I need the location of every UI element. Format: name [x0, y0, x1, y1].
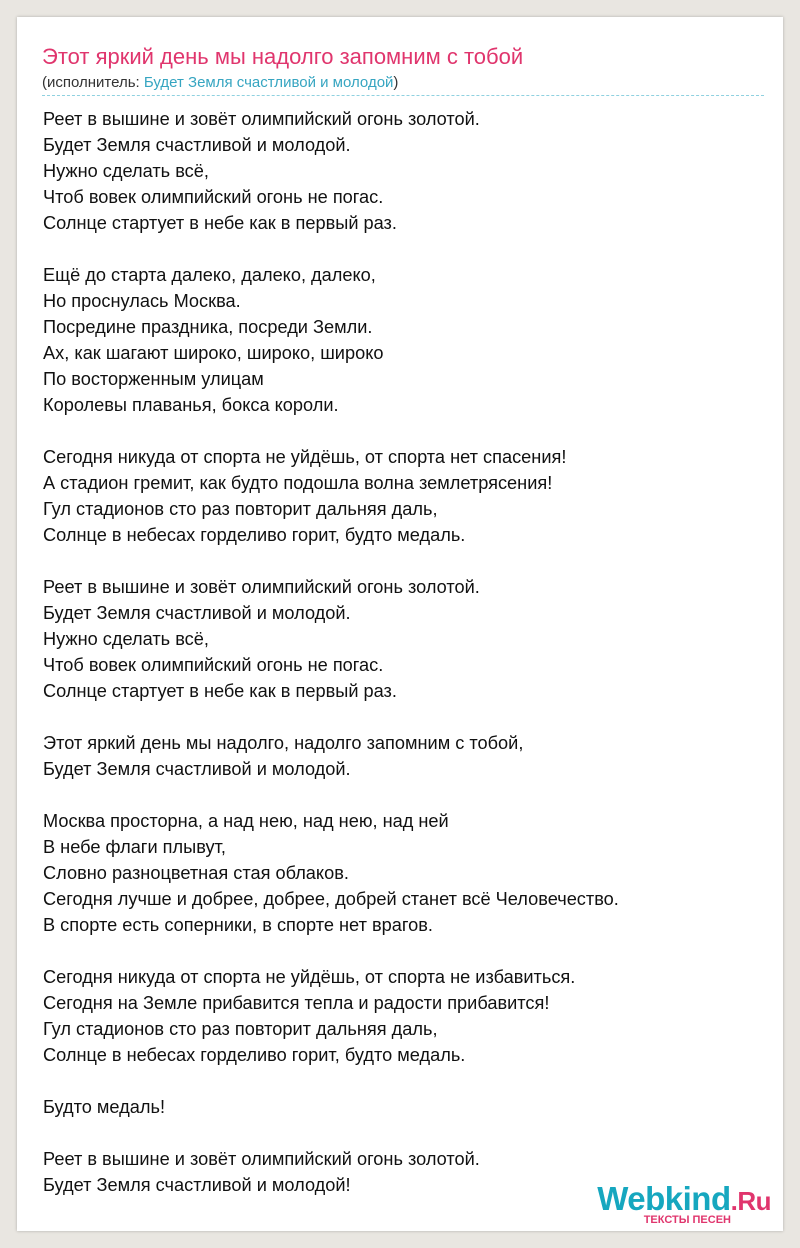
lyric-line: Сегодня никуда от спорта не уйдёшь, от спорта нет спасения! [43, 447, 567, 467]
stanza-gap [43, 1120, 619, 1146]
stanza-gap [43, 548, 619, 574]
stanza-gap [43, 938, 619, 964]
lyric-line: Нужно сделать всё, [43, 161, 209, 181]
lyric-line: Солнце в небесах горделиво горит, будто медаль. [43, 1045, 466, 1065]
logo-tld: .Ru [730, 1186, 771, 1216]
lyric-line: Реет в вышине и зовёт олимпийский огонь золотой. [43, 577, 480, 597]
artist-line [42, 74, 398, 91]
lyric-line: Чтоб вовек олимпийский огонь не погас. [43, 655, 384, 675]
lyric-line: Будет Земля счастливой и молодой. [43, 759, 351, 779]
song-title: Этот яркий день мы надолго запомним с тобой [42, 44, 524, 69]
lyric-line: Будет Земля счастливой и молодой. [43, 135, 351, 155]
lyric-line: Солнце в небесах горделиво горит, будто медаль. [43, 525, 466, 545]
lyric-line: Чтоб вовек олимпийский огонь не погас. [43, 187, 384, 207]
lyric-line: Сегодня на Земле прибавится тепла и радости прибавится! [43, 993, 550, 1013]
lyric-line: В небе флаги плывут, [43, 837, 226, 857]
lyric-line: А стадион гремит, как будто подошла волна землетрясения! [43, 473, 553, 493]
stanza-gap [43, 782, 619, 808]
lyric-line: Солнце стартует в небе как в первый раз. [43, 681, 397, 701]
lyric-line: Словно разноцветная стая облаков. [43, 863, 349, 883]
lyrics-body [43, 106, 619, 1198]
lyric-line: Реет в вышине и зовёт олимпийский огонь золотой. [43, 1149, 480, 1169]
artist-suffix: ) [393, 74, 399, 91]
logo-tagline: ТЕКСТЫ ПЕСЕН [643, 1214, 731, 1226]
stanza-gap [43, 418, 619, 444]
logo-main-text: Webkind [597, 1180, 731, 1217]
lyric-line: Гул стадионов сто раз повторит дальняя даль, [43, 1019, 438, 1039]
lyric-line: Будет Земля счастливой и молодой. [43, 603, 351, 623]
site-logo[interactable] [597, 1182, 771, 1226]
lyric-line: Нужно сделать всё, [43, 629, 209, 649]
artist-prefix: (исполнитель: [42, 74, 144, 91]
lyric-line: Солнце стартует в небе как в первый раз. [43, 213, 397, 233]
stanza-gap [43, 1068, 619, 1094]
lyric-line: Королевы плаванья, бокса короли. [43, 395, 339, 415]
lyric-line: Но проснулась Москва. [43, 291, 241, 311]
lyric-line: По восторженным улицам [43, 369, 264, 389]
artist-link[interactable]: Будет Земля счастливой и молодой [143, 74, 394, 91]
lyric-line: Будто медаль! [43, 1097, 166, 1117]
title-divider [42, 95, 764, 96]
lyric-line: Этот яркий день мы надолго, надолго запомним с тобой, [43, 733, 524, 753]
lyric-line: В спорте есть соперники, в спорте нет врагов. [43, 915, 433, 935]
lyrics-page [17, 17, 783, 1231]
lyric-line: Посредине праздника, посреди Земли. [43, 317, 373, 337]
lyric-line: Сегодня лучше и добрее, добрее, добрей станет всё Человечество. [43, 889, 619, 909]
lyric-line: Москва просторна, а над нею, над нею, над ней [43, 811, 449, 831]
stanza-gap [43, 704, 619, 730]
lyric-line: Реет в вышине и зовёт олимпийский огонь золотой. [43, 109, 480, 129]
lyric-line: Ах, как шагают широко, широко, широко [43, 343, 384, 363]
stanza-gap [43, 236, 619, 262]
lyric-line: Сегодня никуда от спорта не уйдёшь, от спорта не избавиться. [43, 967, 576, 987]
lyric-line: Гул стадионов сто раз повторит дальняя даль, [43, 499, 438, 519]
lyric-line: Будет Земля счастливой и молодой! [43, 1175, 351, 1195]
lyric-line: Ещё до старта далеко, далеко, далеко, [43, 265, 376, 285]
